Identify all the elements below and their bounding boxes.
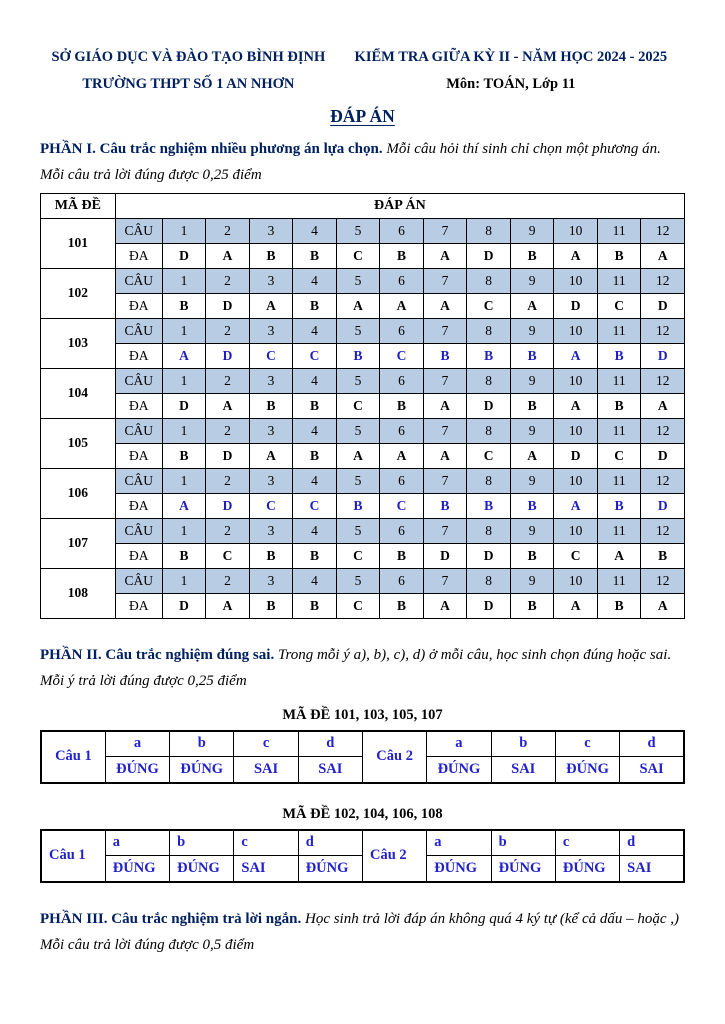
question-number-cell: 4: [293, 468, 337, 493]
question-number-row: [41, 468, 685, 493]
question-number-cell: 8: [467, 518, 511, 543]
question-number-cell: 1: [162, 468, 206, 493]
answer-cell: A: [336, 293, 380, 318]
question-number-cell: 3: [249, 268, 293, 293]
question-number-cell: 6: [380, 568, 424, 593]
cau-label-cell: CÂU: [115, 268, 162, 293]
question-number-cell: 12: [641, 418, 685, 443]
question-number-cell: 9: [510, 218, 554, 243]
subject-line: Môn: TOÁN, Lớp 11: [446, 75, 576, 92]
answer-cell: D: [206, 493, 250, 518]
question-number-cell: 4: [293, 518, 337, 543]
option-letter-cell: a: [105, 731, 169, 757]
school-name: TRƯỜNG THPT SỐ 1 AN NHƠN: [82, 75, 295, 92]
question-number-cell: 4: [293, 568, 337, 593]
answer-cell: B: [249, 543, 293, 568]
answer-cell: C: [293, 493, 337, 518]
question-number-cell: 1: [162, 518, 206, 543]
answer-cell: A: [641, 593, 685, 618]
question-number-cell: 3: [249, 568, 293, 593]
answer-cell: A: [554, 343, 598, 368]
answer-cell: A: [554, 243, 598, 268]
question-number-cell: 1: [162, 568, 206, 593]
da-label-cell: ĐA: [115, 343, 162, 368]
part3-note: Mỗi câu trả lời đúng được 0,5 điểm: [40, 936, 255, 953]
true-false-cell: SAI: [234, 856, 298, 882]
answer-cell: D: [467, 543, 511, 568]
answer-cell: A: [641, 393, 685, 418]
header-row-1: [40, 44, 685, 71]
question-label-cell: Câu 2: [362, 731, 426, 783]
part2-heading: [40, 643, 685, 667]
question-number-cell: 9: [510, 518, 554, 543]
question-number-cell: 5: [336, 318, 380, 343]
answer-cell: B: [293, 443, 337, 468]
answer-cell: A: [380, 443, 424, 468]
option-letter-cell: d: [298, 731, 362, 757]
question-number-cell: 7: [423, 368, 467, 393]
true-false-cell: ĐÚNG: [170, 856, 234, 882]
question-number-cell: 5: [336, 518, 380, 543]
answer-cell: B: [293, 393, 337, 418]
question-number-cell: 5: [336, 268, 380, 293]
answer-cell: B: [162, 293, 206, 318]
answer-cell: D: [467, 393, 511, 418]
answer-cell: C: [336, 243, 380, 268]
question-label-cell: Câu 1: [41, 830, 105, 882]
true-false-cell: ĐÚNG: [298, 856, 362, 882]
answer-cell: D: [641, 343, 685, 368]
part1-note: Mỗi câu trả lời đúng được 0,25 điểm: [40, 166, 262, 183]
question-number-cell: 12: [641, 518, 685, 543]
cau-label-cell: CÂU: [115, 518, 162, 543]
question-number-row: [41, 318, 685, 343]
answer-cell: B: [162, 543, 206, 568]
question-label-cell: Câu 2: [362, 830, 426, 882]
da-label-cell: ĐA: [115, 293, 162, 318]
question-number-cell: 8: [467, 468, 511, 493]
option-letter-cell: b: [491, 830, 555, 856]
answer-row: [41, 343, 685, 368]
true-false-cell: ĐÚNG: [555, 856, 619, 882]
answer-cell: B: [597, 393, 641, 418]
answer-cell: C: [554, 543, 598, 568]
question-number-cell: 1: [162, 318, 206, 343]
answer-cell: A: [423, 443, 467, 468]
answer-cell: B: [293, 593, 337, 618]
question-number-cell: 8: [467, 218, 511, 243]
question-number-cell: 7: [423, 218, 467, 243]
answer-cell: C: [467, 293, 511, 318]
question-number-row: [41, 518, 685, 543]
part3-heading: [40, 907, 685, 931]
part2-true-false-table-1: [40, 730, 685, 784]
answer-cell: A: [423, 393, 467, 418]
question-number-cell: 7: [423, 468, 467, 493]
question-number-cell: 10: [554, 568, 598, 593]
true-false-cell: ĐÚNG: [105, 856, 169, 882]
question-number-cell: 11: [597, 268, 641, 293]
question-number-cell: 11: [597, 568, 641, 593]
answer-cell: C: [336, 593, 380, 618]
answer-cell: C: [597, 443, 641, 468]
option-letter-cell: a: [427, 731, 491, 757]
question-number-cell: 1: [162, 368, 206, 393]
question-number-cell: 5: [336, 368, 380, 393]
question-number-cell: 7: [423, 268, 467, 293]
answer-cell: A: [510, 443, 554, 468]
question-number-cell: 7: [423, 568, 467, 593]
answer-cell: B: [641, 543, 685, 568]
true-false-cell: SAI: [491, 757, 555, 783]
option-letter-cell: c: [555, 731, 619, 757]
question-number-row: [41, 568, 685, 593]
answer-cell: B: [510, 593, 554, 618]
answer-cell: A: [423, 593, 467, 618]
true-false-cell: ĐÚNG: [105, 757, 169, 783]
answer-cell: A: [162, 493, 206, 518]
question-number-cell: 5: [336, 568, 380, 593]
question-number-cell: 6: [380, 218, 424, 243]
answer-cell: B: [162, 443, 206, 468]
answer-cell: B: [467, 493, 511, 518]
answer-cell: C: [336, 393, 380, 418]
answer-cell: A: [554, 393, 598, 418]
question-number-cell: 3: [249, 468, 293, 493]
question-number-cell: 11: [597, 468, 641, 493]
part1-table-body: [41, 193, 685, 618]
option-letter-cell: d: [620, 731, 684, 757]
answer-cell: A: [249, 443, 293, 468]
column-header-ma-de: MÃ ĐỀ: [41, 193, 116, 218]
exam-code-cell: 104: [41, 368, 116, 418]
true-false-cell: SAI: [298, 757, 362, 783]
question-number-cell: 3: [249, 418, 293, 443]
answer-cell: A: [206, 243, 250, 268]
cau-label-cell: CÂU: [115, 368, 162, 393]
answer-key-title: [40, 106, 685, 127]
question-number-cell: 3: [249, 318, 293, 343]
answer-cell: C: [380, 493, 424, 518]
answer-cell: A: [336, 443, 380, 468]
answer-cell: D: [554, 293, 598, 318]
answer-cell: D: [206, 443, 250, 468]
question-number-cell: 2: [206, 468, 250, 493]
answer-cell: C: [249, 343, 293, 368]
question-number-cell: 2: [206, 318, 250, 343]
part3-heading-bold: PHẦN III. Câu trắc nghiệm trả lời ngắn.: [40, 910, 302, 927]
question-number-cell: 5: [336, 218, 380, 243]
question-number-cell: 10: [554, 218, 598, 243]
answer-cell: C: [467, 443, 511, 468]
answer-cell: D: [467, 243, 511, 268]
question-number-cell: 7: [423, 518, 467, 543]
question-number-cell: 11: [597, 218, 641, 243]
answer-cell: D: [162, 393, 206, 418]
question-number-cell: 11: [597, 368, 641, 393]
answer-cell: B: [423, 493, 467, 518]
answer-cell: B: [380, 243, 424, 268]
question-number-cell: 12: [641, 568, 685, 593]
option-letter-cell: c: [234, 830, 298, 856]
answer-cell: A: [554, 493, 598, 518]
exam-code-cell: 101: [41, 218, 116, 268]
answer-cell: A: [380, 293, 424, 318]
answer-cell: C: [206, 543, 250, 568]
answer-cell: B: [510, 343, 554, 368]
question-number-cell: 6: [380, 368, 424, 393]
answer-cell: B: [597, 343, 641, 368]
question-number-cell: 4: [293, 218, 337, 243]
exam-code-cell: 103: [41, 318, 116, 368]
part1-table-header-row: [41, 193, 685, 218]
question-number-cell: 7: [423, 318, 467, 343]
option-letter-cell: a: [105, 830, 169, 856]
cau-label-cell: CÂU: [115, 318, 162, 343]
answer-cell: D: [641, 443, 685, 468]
question-number-cell: 1: [162, 418, 206, 443]
answer-cell: A: [423, 293, 467, 318]
question-number-cell: 12: [641, 368, 685, 393]
option-letter-cell: c: [555, 830, 619, 856]
question-number-cell: 8: [467, 368, 511, 393]
question-number-cell: 11: [597, 518, 641, 543]
question-number-cell: 9: [510, 318, 554, 343]
question-number-cell: 8: [467, 568, 511, 593]
question-number-cell: 4: [293, 368, 337, 393]
part1-heading-bold: PHẦN I. Câu trắc nghiệm nhiều phương án lựa chọn.: [40, 140, 383, 157]
answer-cell: A: [162, 343, 206, 368]
question-number-cell: 4: [293, 318, 337, 343]
option-letter-row: [41, 731, 684, 757]
cau-label-cell: CÂU: [115, 218, 162, 243]
answer-cell: B: [510, 493, 554, 518]
answer-cell: D: [162, 593, 206, 618]
answer-cell: A: [641, 243, 685, 268]
option-letter-cell: c: [234, 731, 298, 757]
question-number-row: [41, 368, 685, 393]
question-number-row: [41, 218, 685, 243]
question-number-cell: 9: [510, 468, 554, 493]
part2-heading-bold: PHẦN II. Câu trắc nghiệm đúng sai.: [40, 646, 275, 663]
true-false-cell: ĐÚNG: [170, 757, 234, 783]
answer-cell: B: [510, 393, 554, 418]
da-label-cell: ĐA: [115, 593, 162, 618]
question-number-cell: 12: [641, 218, 685, 243]
answer-cell: B: [249, 593, 293, 618]
exam-session-title: KIỂM TRA GIỮA KỲ II - NĂM HỌC 2024 - 2025: [354, 49, 668, 65]
question-number-row: [41, 418, 685, 443]
question-number-cell: 9: [510, 418, 554, 443]
answer-row: [41, 393, 685, 418]
answer-cell: A: [249, 293, 293, 318]
answer-cell: C: [380, 343, 424, 368]
question-number-cell: 4: [293, 418, 337, 443]
question-number-cell: 2: [206, 568, 250, 593]
exam-code-cell: 102: [41, 268, 116, 318]
answer-row: [41, 293, 685, 318]
part2-true-false-table-2: [40, 829, 685, 883]
answer-cell: A: [423, 243, 467, 268]
exam-code-cell: 107: [41, 518, 116, 568]
part1-heading: [40, 137, 685, 161]
true-false-cell: SAI: [234, 757, 298, 783]
question-number-row: [41, 268, 685, 293]
answer-cell: D: [641, 493, 685, 518]
answer-cell: C: [597, 293, 641, 318]
answer-cell: A: [206, 393, 250, 418]
part1-answer-table: [40, 193, 685, 619]
question-number-cell: 3: [249, 368, 293, 393]
question-number-cell: 2: [206, 368, 250, 393]
question-number-cell: 12: [641, 268, 685, 293]
question-number-cell: 8: [467, 268, 511, 293]
option-letter-row: [41, 830, 684, 856]
question-number-cell: 11: [597, 318, 641, 343]
option-letter-cell: a: [427, 830, 491, 856]
answer-cell: D: [641, 293, 685, 318]
part3-heading-italic: Học sinh trả lời đáp án không quá 4 ký tự (kể cả dấu – hoặc ,): [304, 910, 680, 927]
cau-label-cell: CÂU: [115, 468, 162, 493]
exam-code-cell: 105: [41, 418, 116, 468]
answer-cell: B: [423, 343, 467, 368]
da-label-cell: ĐA: [115, 393, 162, 418]
part2-table2-caption: MÃ ĐỀ 102, 104, 106, 108: [282, 805, 443, 822]
question-number-cell: 9: [510, 368, 554, 393]
answer-cell: D: [467, 593, 511, 618]
question-number-cell: 10: [554, 368, 598, 393]
question-number-cell: 6: [380, 268, 424, 293]
option-letter-cell: b: [491, 731, 555, 757]
answer-cell: B: [597, 593, 641, 618]
question-number-cell: 2: [206, 218, 250, 243]
part1-heading-italic: Mỗi câu hỏi thí sinh chỉ chọn một phương án.: [386, 140, 661, 157]
answer-cell: C: [336, 543, 380, 568]
answer-cell: B: [597, 243, 641, 268]
answer-cell: D: [162, 243, 206, 268]
true-false-cell: SAI: [620, 757, 684, 783]
question-number-cell: 2: [206, 518, 250, 543]
question-number-cell: 12: [641, 318, 685, 343]
column-header-dap-an: ĐÁP ÁN: [115, 193, 684, 218]
option-letter-cell: b: [170, 731, 234, 757]
question-number-cell: 12: [641, 468, 685, 493]
answer-key-title-text: ĐÁP ÁN: [330, 105, 395, 126]
true-false-cell: SAI: [620, 856, 684, 882]
answer-cell: B: [597, 493, 641, 518]
true-false-cell: ĐÚNG: [555, 757, 619, 783]
question-number-cell: 3: [249, 218, 293, 243]
answer-cell: B: [380, 543, 424, 568]
question-number-cell: 7: [423, 418, 467, 443]
exam-code-cell: 106: [41, 468, 116, 518]
da-label-cell: ĐA: [115, 443, 162, 468]
question-number-cell: 2: [206, 418, 250, 443]
answer-cell: D: [554, 443, 598, 468]
answer-cell: B: [510, 543, 554, 568]
answer-cell: C: [249, 493, 293, 518]
true-false-cell: ĐÚNG: [491, 856, 555, 882]
question-number-cell: 4: [293, 268, 337, 293]
question-number-cell: 5: [336, 418, 380, 443]
da-label-cell: ĐA: [115, 543, 162, 568]
exam-code-cell: 108: [41, 568, 116, 618]
answer-cell: B: [467, 343, 511, 368]
question-number-cell: 8: [467, 418, 511, 443]
da-label-cell: ĐA: [115, 243, 162, 268]
answer-row: [41, 243, 685, 268]
part2-heading-italic: Trong mỗi ý a), b), c), d) ở mỗi câu, học sinh chọn đúng hoặc sai.: [277, 646, 672, 663]
answer-row: [41, 593, 685, 618]
header-row-2: [40, 71, 685, 98]
answer-row: [41, 443, 685, 468]
answer-cell: B: [380, 593, 424, 618]
cau-label-cell: CÂU: [115, 568, 162, 593]
question-number-cell: 8: [467, 318, 511, 343]
answer-cell: B: [336, 493, 380, 518]
answer-cell: C: [293, 343, 337, 368]
question-number-cell: 10: [554, 468, 598, 493]
answer-cell: B: [293, 243, 337, 268]
answer-row: [41, 543, 685, 568]
question-number-cell: 10: [554, 318, 598, 343]
question-number-cell: 10: [554, 518, 598, 543]
option-letter-cell: d: [298, 830, 362, 856]
true-false-cell: ĐÚNG: [427, 757, 491, 783]
da-label-cell: ĐA: [115, 493, 162, 518]
answer-cell: A: [206, 593, 250, 618]
answer-cell: B: [249, 393, 293, 418]
question-number-cell: 5: [336, 468, 380, 493]
question-number-cell: 6: [380, 418, 424, 443]
part2-note: Mỗi ý trả lời đúng được 0,25 điểm: [40, 672, 247, 689]
question-number-cell: 11: [597, 418, 641, 443]
answer-cell: D: [206, 343, 250, 368]
option-letter-cell: d: [620, 830, 684, 856]
question-number-cell: 2: [206, 268, 250, 293]
true-false-cell: ĐÚNG: [427, 856, 491, 882]
answer-cell: A: [597, 543, 641, 568]
question-number-cell: 6: [380, 518, 424, 543]
answer-cell: B: [293, 293, 337, 318]
part2-table1-caption: MÃ ĐỀ 101, 103, 105, 107: [282, 706, 443, 723]
answer-cell: B: [293, 543, 337, 568]
answer-cell: B: [336, 343, 380, 368]
question-number-cell: 3: [249, 518, 293, 543]
answer-row: [41, 493, 685, 518]
cau-label-cell: CÂU: [115, 418, 162, 443]
question-number-cell: 1: [162, 218, 206, 243]
question-number-cell: 10: [554, 268, 598, 293]
answer-cell: D: [423, 543, 467, 568]
answer-cell: B: [510, 243, 554, 268]
question-label-cell: Câu 1: [41, 731, 105, 783]
question-number-cell: 1: [162, 268, 206, 293]
answer-cell: D: [206, 293, 250, 318]
department-name: SỞ GIÁO DỤC VÀ ĐÀO TẠO BÌNH ĐỊNH: [51, 49, 326, 65]
question-number-cell: 6: [380, 468, 424, 493]
answer-cell: A: [510, 293, 554, 318]
question-number-cell: 10: [554, 418, 598, 443]
answer-cell: B: [249, 243, 293, 268]
question-number-cell: 9: [510, 568, 554, 593]
question-number-cell: 6: [380, 318, 424, 343]
answer-cell: A: [554, 593, 598, 618]
question-number-cell: 9: [510, 268, 554, 293]
option-letter-cell: b: [170, 830, 234, 856]
answer-cell: B: [380, 393, 424, 418]
